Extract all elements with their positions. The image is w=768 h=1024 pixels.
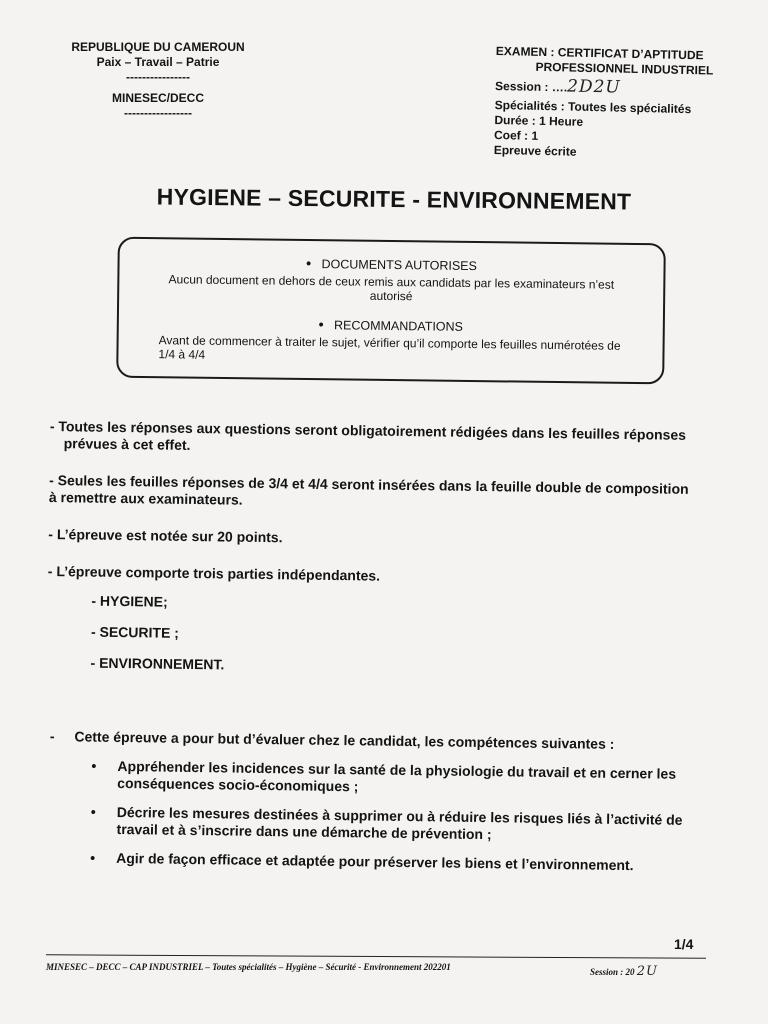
national-motto: Paix – Travail – Patrie bbox=[96, 55, 220, 69]
part-item: - ENVIRONNEMENT. bbox=[90, 654, 225, 673]
instruction-item: - L’épreuve comporte trois parties indépendantes. bbox=[47, 562, 381, 584]
page-number: 1/4 bbox=[674, 936, 694, 952]
instruction-item: - L’épreuve est notée sur 20 points. bbox=[48, 525, 283, 546]
competence-text: Décrire les mesures destinées à supprimer ou à réduire les risques liés à l’activité de travail et à s’inscrire dans une démarche de prévention ; bbox=[116, 803, 683, 843]
competence-text: Agir de façon efficace et adaptée pour préserver les biens et l’environnement. bbox=[116, 849, 634, 874]
footer-session bbox=[590, 964, 658, 979]
bullet-icon: • bbox=[90, 849, 96, 866]
reco-text: Avant de commencer à traiter le sujet, vérifier qu’il comporte les feuilles numérotées de 1/4 à 4/4 bbox=[158, 333, 621, 362]
footer-text: MINESEC – DECC – CAP INDUSTRIEL – Toutes spécialités – Hygiène – Sécurité - Environnement 202201 bbox=[46, 962, 451, 972]
instruction-item: - Toutes les réponses aux questions seront obligatoirement rédigées dans les feuilles réponses prévues à cet effet. bbox=[49, 418, 687, 453]
notice-box bbox=[116, 237, 666, 385]
country-name: REPUBLIQUE DU CAMEROUN bbox=[71, 40, 245, 54]
documents-text: Aucun document en dehors de ceux remis aux candidats par les examinateurs n’est autorisé bbox=[168, 272, 615, 304]
competence-item bbox=[49, 757, 709, 800]
bullet-icon: • bbox=[318, 316, 324, 333]
bullet-icon: • bbox=[91, 757, 97, 774]
bullet-icon: • bbox=[90, 803, 96, 820]
competence-item bbox=[48, 849, 708, 875]
ministry-name: MINESEC/DECC bbox=[111, 91, 204, 105]
session-handwritten: 2D2U bbox=[566, 76, 621, 98]
part-item: - HYGIENE; bbox=[91, 592, 168, 610]
competences-intro-row bbox=[50, 728, 710, 754]
exam-name-line2: PROFESSIONNEL INDUSTRIEL bbox=[535, 59, 714, 78]
specialites: Spécialités : Toutes les spécialités bbox=[494, 97, 692, 117]
session-label: Session : …. bbox=[494, 78, 568, 95]
exam-info bbox=[494, 44, 766, 164]
footer-session-label: Session : 20 bbox=[590, 967, 635, 977]
part-item: - SECURITE ; bbox=[90, 623, 180, 641]
footer-divider bbox=[46, 954, 706, 958]
coefficient: Coef : 1 bbox=[493, 127, 539, 143]
instruction-item: - Seules les feuilles réponses de 3/4 et 4/4 seront insérées dans la feuille double de composition à remettre aux examinateurs. bbox=[48, 471, 689, 508]
instructions bbox=[46, 418, 699, 680]
competences-intro: Cette épreuve a pour but d’évaluer chez le candidat, les compétences suivantes : bbox=[74, 728, 615, 752]
epreuve-type: Epreuve écrite bbox=[493, 142, 577, 159]
duree: Durée : 1 Heure bbox=[494, 112, 584, 129]
issuer-header bbox=[48, 40, 268, 121]
exam-name-line1: EXAMEN : CERTIFICAT D’APTITUDE bbox=[495, 44, 704, 63]
header-rule: ----------------- bbox=[124, 106, 192, 120]
competence-text: Appréhender les incidences sur la santé de la physiologie du travail et en cerner les conséquences socio-économiques ; bbox=[117, 757, 677, 795]
bullet-icon: • bbox=[306, 254, 312, 272]
documents-heading: DOCUMENTS AUTORISES bbox=[321, 257, 477, 274]
dash-marker: - bbox=[49, 728, 55, 745]
session-line bbox=[495, 78, 765, 100]
reco-heading: RECOMMANDATIONS bbox=[333, 318, 464, 334]
footer-session-handwritten: 2U bbox=[636, 964, 658, 979]
competence-item bbox=[48, 803, 708, 846]
page-title: HYGIENE – SECURITE - ENVIRONNEMENT bbox=[156, 183, 632, 215]
competences-section bbox=[48, 728, 710, 875]
header-rule: ---------------- bbox=[126, 70, 190, 84]
